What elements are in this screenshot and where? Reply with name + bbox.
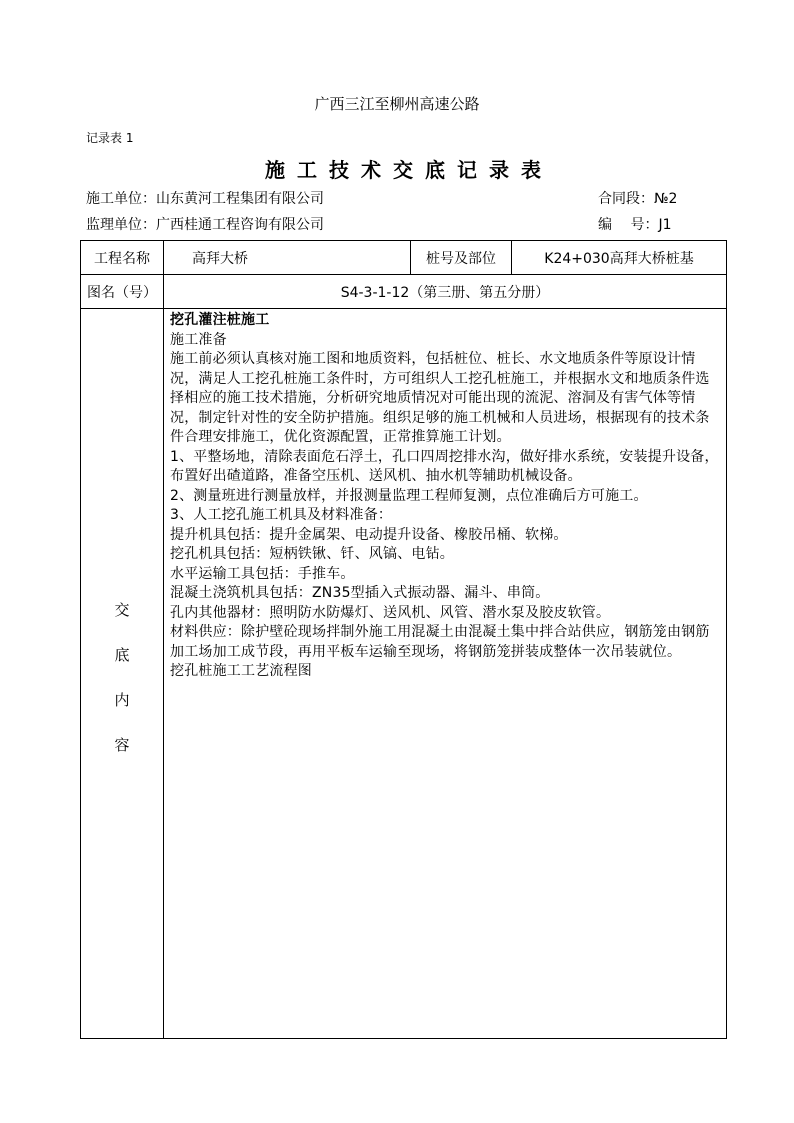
- project-name-label: 工程名称: [81, 241, 164, 275]
- disclosure-content: [164, 309, 727, 1039]
- content-paragraph: 1、平整场地，清除表面危石浮土，孔口四周挖排水沟，做好排水系统，安装提升设备，布置好出碴道路，准备空压机、送风机、抽水机等辅助机械设备。: [170, 448, 719, 484]
- record-table: [80, 240, 727, 1039]
- content-paragraph: 挖孔桩施工工艺流程图: [170, 663, 312, 679]
- drawing-row: [81, 275, 727, 309]
- content-paragraph: 施工准备: [170, 331, 227, 348]
- drawing-label: 图名（号）: [81, 275, 164, 309]
- supervision-unit: 监理单位：广西桂通工程咨询有限公司: [86, 217, 324, 233]
- side-char: 交: [114, 600, 130, 619]
- content-paragraph: 孔内其他器材：照明防水防爆灯、送风机、风管、潜水泵及胶皮软管。: [170, 604, 611, 621]
- content-row: [81, 309, 727, 1039]
- stake-value: K24+030高拜大桥桩基: [512, 241, 727, 275]
- content-paragraph: 3、人工挖孔施工机具及材料准备：: [170, 507, 393, 523]
- project-name-value: 高拜大桥: [164, 241, 411, 275]
- content-paragraph: 提升机具包括：提升金属架、电动提升设备、橡胶吊桶、软梯。: [170, 526, 568, 543]
- project-row: [81, 241, 727, 275]
- side-char: 内: [114, 690, 130, 709]
- content-paragraph: 施工前必须认真核对施工图和地质资料，包括桩位、桩长、水文地质条件等原设计情况，满足人工挖孔桩施工条件时，方可组织人工挖孔桩施工，并根据水文和地质条件选择相应的施工技术措施，分析研究地质情况对可能出现的流泥、溶洞及有害气体等情况，制定针对性的安全防护措施。组织足够的施工机械和人员进场，根据现有的技术条件合理安排施工，优化资源配置，正常推算施工计划。: [170, 351, 710, 445]
- disclosure-content-label: [81, 309, 164, 1039]
- drawing-value: S4-3-1-12（第三册、第五分册）: [164, 275, 727, 309]
- road-title: 广西三江至柳州高速公路: [314, 95, 480, 113]
- form-number: 记录表 1: [86, 131, 134, 145]
- content-paragraph: 混凝土浇筑机具包括：ZN35型插入式振动器、漏斗、串筒。: [170, 585, 550, 601]
- serial-number: 编 号：J1: [598, 217, 672, 233]
- content-paragraph: 挖孔机具包括：短柄铁锹、钎、风镐、电钻。: [170, 546, 454, 562]
- side-char: 容: [114, 735, 130, 754]
- stake-label: 桩号及部位: [411, 241, 512, 275]
- contract-section: 合同段：№2: [598, 191, 678, 207]
- content-paragraph: 水平运输工具包括：手推车。: [170, 565, 355, 582]
- content-paragraph: 2、测量班进行测量放样，并报测量监理工程师复测，点位准确后方可施工。: [170, 487, 648, 504]
- side-char: 底: [114, 645, 130, 664]
- section-title: 挖孔灌注桩施工: [170, 312, 270, 328]
- content-paragraph: 材料供应：除护壁砼现场拌制外施工用混凝土由混凝土集中拌合站供应，钢筋笼由钢筋加工场加工成节段，再用平板车运输至现场，将钢筋笼拼装成整体一次吊装就位。: [170, 624, 710, 660]
- document-title: 施工技术交底记录表: [265, 158, 553, 182]
- construction-unit: 施工单位：山东黄河工程集团有限公司: [86, 191, 324, 207]
